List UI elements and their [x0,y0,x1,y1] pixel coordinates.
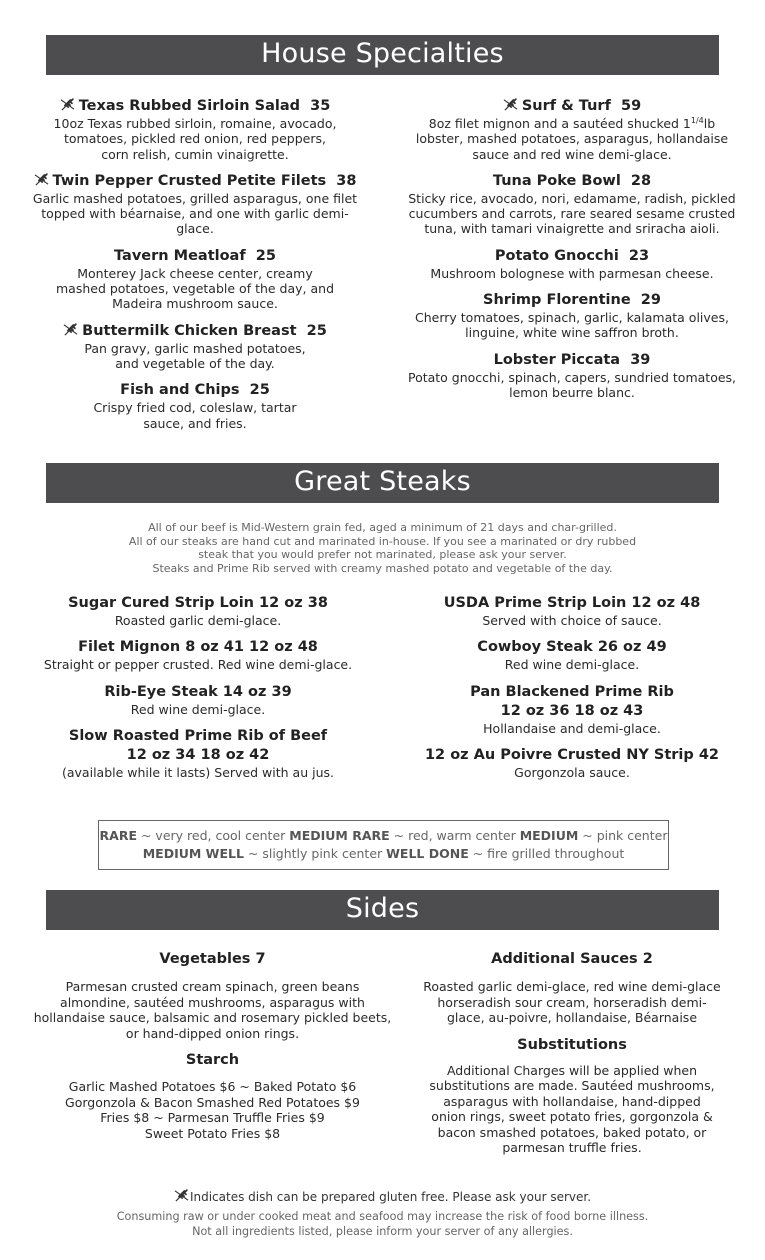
substitutions-title: Substitutions [517,1036,627,1053]
intro-line: Steaks and Prime Rib served with creamy mashed potato and vegetable of the day. [152,561,613,575]
menu-item [30,97,360,162]
menu-item-price: 25 [255,247,276,264]
menu-item-name: Surf & Turf [521,98,611,114]
starch-list [30,1079,395,1141]
steak-title: Slow Roasted Prime Rib of Beef [68,727,328,744]
menu-item-price: 28 [630,172,652,189]
menu-item-name: Tuna Poke Bowl [492,172,621,189]
menu-item [402,97,742,162]
menu-item-name: Fish and Chips [120,382,240,399]
gluten-free-note [60,1188,705,1205]
steak-item [30,683,366,717]
doneness-text: ~ fire grilled throughout [468,846,625,861]
menu-item-name: Lobster Piccata [493,351,621,368]
menu-item-name: Potato Gnocchi [494,247,619,264]
steak-item [402,638,742,672]
steak-title: Rib-Eye Steak 14 oz 39 [104,683,292,700]
intro-line: All of our steaks are hand cut and marinated in-house. If you see a marinated or dry rubbed [128,534,637,548]
doneness-text: ~ pink center [578,828,668,843]
doneness-legend [98,820,669,870]
menu-item-name: Shrimp Florentine [483,292,631,309]
starch-line: Gorgonzola & Bacon Smashed Red Potatoes $9 [65,1094,360,1110]
steak-description: Red wine demi-glace. [130,701,266,717]
great-steaks-banner: Great Steaks [46,463,719,503]
menu-item-title [30,381,360,400]
menu-footer [60,1188,705,1239]
steak-description: Straight or pepper crusted. Red wine demi-glace. [43,657,353,673]
steak-description: Gorgonzola sauce. [514,764,630,780]
food-safety-warning: Consuming raw or under cooked meat and seafood may increase the risk of food borne illness. [116,1210,649,1223]
menu-item-description: Potato gnocchi, spinach, capers, sundried tomatoes, lemon beurre blanc. [407,369,737,400]
doneness-label: MEDIUM WELL [142,846,244,861]
gluten-free-text: Indicates dish can be prepared gluten free. Please ask your server. [189,1190,592,1204]
menu-item-title [402,351,742,370]
doneness-line-1 [99,827,668,845]
sauces-title: Additional Sauces 2 [491,951,653,967]
menu-item-price: 29 [640,292,661,309]
menu-item-price: 25 [249,382,270,399]
menu-item-price: 59 [620,98,642,114]
menu-item-description: Crispy fried cod, coleslaw, tartar sauce, and fries. [93,400,297,431]
menu-item-description: Pan gravy, garlic mashed potatoes, and vegetable of the day. [84,340,306,371]
doneness-text: ~ slightly pink center [243,846,387,861]
steak-description: Roasted garlic demi-glace. [114,613,282,628]
steak-item [30,638,366,672]
intro-line: All of our beef is Mid-Western grain fed, aged a minimum of 21 days and char-grilled. [148,521,617,534]
doneness-text: ~ very red, cool center [137,828,290,843]
sides-right-column [402,950,742,1166]
great-steaks-left-column [30,594,366,790]
menu-item [402,351,742,401]
allergy-warning: Not all ingredients listed, please inform your server of any allergies. [192,1225,573,1238]
steak-title: Pan Blackened Prime Rib [470,683,674,700]
fraction-superscript: 1/4 [690,115,704,125]
starch-line: Garlic Mashed Potatoes $6 ~ Baked Potato $6 [68,1079,357,1094]
steak-title: USDA Prime Strip Loin 12 oz 48 [443,595,701,611]
menu-item-title [402,291,742,310]
wheat-icon [174,1188,189,1203]
menu-item-name: Buttermilk Chicken Breast [82,322,297,339]
menu-item [402,247,742,281]
steak-prices: 12 oz 34 18 oz 42 [126,746,270,763]
sides-left-column [30,950,395,1151]
doneness-label: MEDIUM [519,828,579,843]
vegetables-title: Vegetables 7 [159,951,266,967]
steak-item [402,594,742,628]
house-specialties-left-column [30,97,360,441]
menu-item [30,172,360,237]
steak-title: Cowboy Steak 26 oz 49 [477,639,667,656]
steak-title: Filet Mignon 8 oz 41 12 oz 48 [78,639,318,656]
menu-item-title [402,247,742,266]
sauces-description: Roasted garlic demi-glace, red wine demi-glace horseradish sour cream, horseradish demi-glace, au-poivre, hollandaise, Béarnaise [423,979,721,1025]
intro-line: steak that you would prefer not marinated, please ask your server. [198,548,567,561]
steak-item [30,594,366,628]
steaks-intro [100,521,665,575]
doneness-line-2 [99,845,668,863]
house-specialties-banner: House Specialties [46,35,719,75]
steak-item [402,746,742,780]
vegetables-description: Parmesan crusted cream spinach, green beans almondine, sautéed mushrooms, asparagus with hollandaise sauce, balsamic and rosemary pickled beets, or hand-dipped onion rings. [33,979,392,1041]
menu-item [30,247,360,312]
menu-item-title [30,172,360,191]
steak-description: Served with choice of sauce. [482,613,662,628]
menu-item-description: Monterey Jack cheese center, creamy mashed potatoes, vegetable of the day, and Madeira mushroom sauce. [55,265,335,312]
menu-item-price: 25 [306,322,327,339]
menu-item [402,172,742,237]
menu-item-name: Texas Rubbed Sirloin Salad [78,98,301,114]
menu-item-description: 10oz Texas rubbed sirloin, romaine, avocado, tomatoes, pickled red onion, red peppers, corn relish, cumin vinaigrette. [53,116,337,162]
steak-description: Red wine demi-glace. [504,657,640,673]
steak-description: (available while it lasts) Served with au jus. [62,764,334,780]
menu-item-description [402,116,742,162]
menu-item-title [402,172,742,191]
menu-item [30,381,360,431]
menu-item-title [30,97,360,116]
doneness-label: MEDIUM RARE [289,828,390,843]
steak-title: Sugar Cured Strip Loin 12 oz 38 [68,595,328,611]
doneness-text: ~ red, warm center [389,828,520,843]
doneness-label: WELL DONE [386,846,469,861]
description-part: 8oz filet mignon and a sautéed shucked 1 [428,116,691,131]
menu-item-description: Cherry tomatoes, spinach, garlic, kalamata olives, linguine, white wine saffron broth. [415,310,729,341]
steak-item [30,727,366,780]
wheat-icon [60,97,75,112]
starch-title: Starch [185,1052,240,1068]
menu-item-name: Tavern Meatloaf [114,247,246,264]
wheat-icon [34,172,49,187]
menu-item [402,291,742,341]
menu-item-title [402,97,742,116]
great-steaks-right-column [402,594,742,790]
wheat-icon [63,322,78,337]
sides-banner: Sides [46,890,719,930]
steak-prices: 12 oz 36 18 oz 43 [500,702,644,719]
menu-item-name: Twin Pepper Crusted Petite Filets [52,172,327,189]
menu-item-price: 35 [310,98,331,114]
steak-item [402,683,742,736]
menu-item-title [30,322,360,341]
wheat-icon [503,97,518,112]
menu-item-price: 38 [336,172,357,189]
menu-item-title [30,247,360,266]
substitutions-description: Additional Charges will be applied when substitutions are made. Sautéed mushrooms, asparagus with hollandaise, hand-dipped onion rings, sweet potato fries, gorgonzola & bacon smashed potatoes, baked potato, or parmesan truffle fries. [429,1062,715,1155]
description-part: lb lobster, mashed potatoes, asparagus, hollandaise sauce and red wine demi-glace. [415,116,729,162]
steak-description: Hollandaise and demi-glace. [483,720,661,736]
menu-item-description: Sticky rice, avocado, nori, edamame, radish, pickled cucumbers and carrots, rare seared sesame crusted tuna, with tamari vinaigrette and sriracha aioli. [408,190,736,237]
menu-item-price: 39 [630,351,651,368]
doneness-label: RARE [99,828,137,843]
menu-item [30,322,360,372]
steak-title: 12 oz Au Poivre Crusted NY Strip 42 [424,746,720,763]
house-specialties-right-column [402,97,742,410]
starch-line: Fries $8 ~ Parmesan Truffle Fries $9 [100,1110,325,1125]
menu-item-description: Mushroom bolognese with parmesan cheese. [430,265,714,281]
menu-item-price: 23 [628,247,650,264]
starch-line: Sweet Potato Fries $8 [144,1125,281,1141]
menu-item-description: Garlic mashed potatoes, grilled asparagus, one filet topped with béarnaise, and one with garlic demi-glace. [32,190,358,237]
